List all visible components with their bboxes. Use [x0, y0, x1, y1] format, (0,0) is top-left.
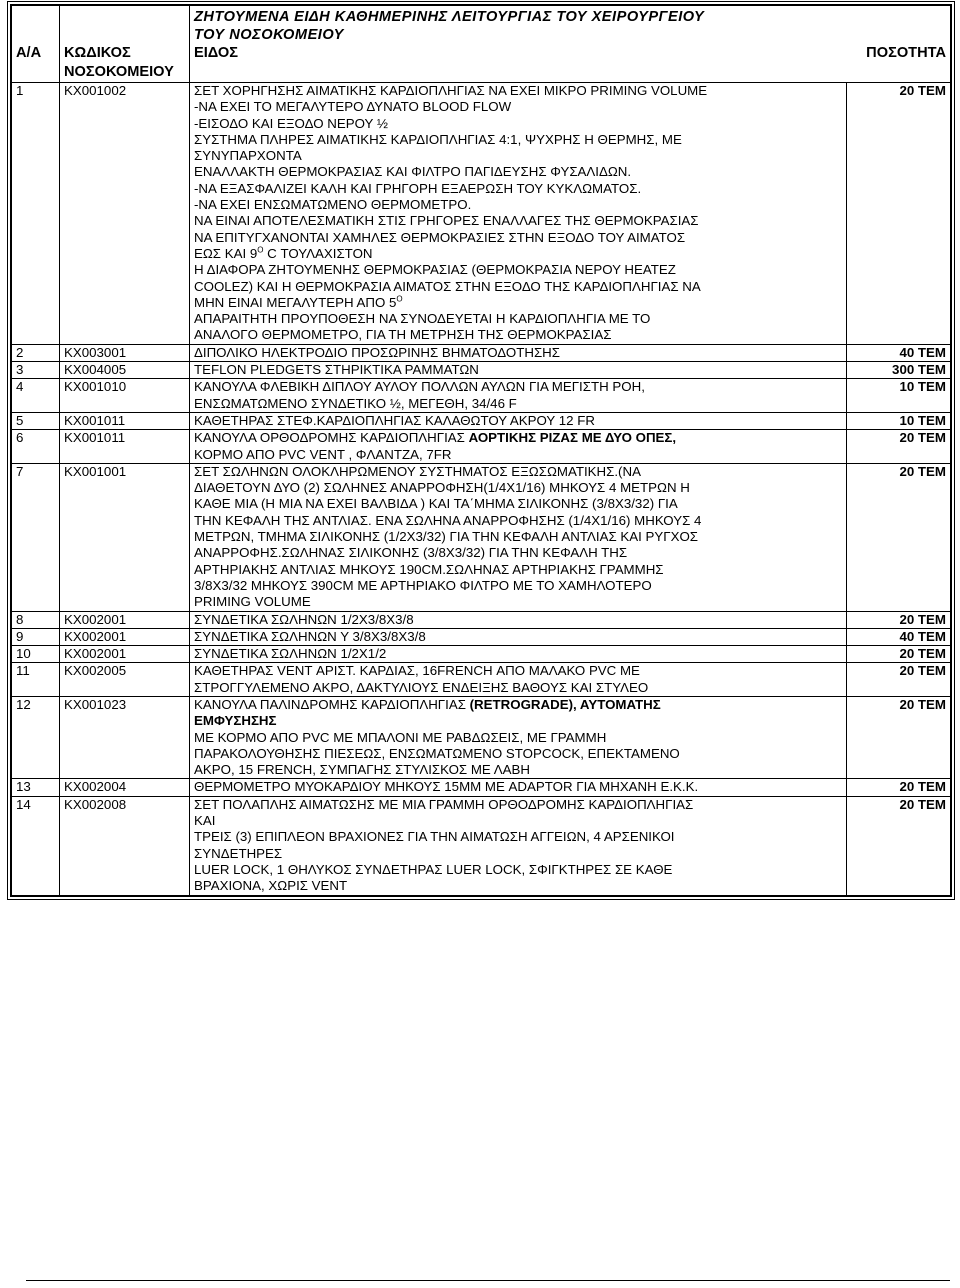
- row-quantity: 20 ΤΕΜ: [847, 430, 951, 464]
- row-quantity: 20 ΤΕΜ: [847, 779, 951, 796]
- row-description: [190, 379, 847, 413]
- description-line: ΑΡΤΗΡΙΑΚΗΣ ΑΝΤΛΙΑΣ ΜΗΚΟΥΣ 190CM.ΣΩΛΗΝΑΣ ΑΡΤΗΡΙΑΚΗΣ ΓΡΑΜΜΗΣ: [194, 561, 664, 577]
- row-number: 1: [12, 83, 60, 345]
- table-row: [12, 379, 951, 413]
- degree-superscript: Ο: [257, 245, 264, 255]
- table-row: [12, 646, 951, 663]
- description-bold-text: (RETROGRADE), ΑΥΤΟΜΑΤΗΣ: [469, 696, 661, 712]
- row-code: ΚΧ001001: [60, 463, 190, 611]
- row-code: ΚΧ001010: [60, 379, 190, 413]
- description-bold-text: ΑΟΡΤΙΚΗΣ ΡΙΖΑΣ ΜΕ ΔΥΟ ΟΠΕΣ,: [468, 430, 677, 446]
- header-qty: ΠΟΣΟΤΗΤΑ: [847, 44, 951, 83]
- table-row: [12, 663, 951, 697]
- description-line: ΤΗΝ ΚΕΦΑΛΗ ΤΗΣ ΑΝΤΛΙΑΣ. ΕΝΑ ΣΩΛΗΝΑ ΑΝΑΡΡΟΦΗΣΗΣ (1/4Χ1/16) ΜΗΚΟΥΣ 4: [194, 512, 702, 528]
- description-line: ΣΥΝΔΕΤΙΚΑ ΣΩΛΗΝΩΝ 1/2Χ1/2: [194, 646, 387, 662]
- description-line: ΣΕΤ ΠΟΛΑΠΛΗΣ ΑΙΜΑΤΩΣΗΣ ΜΕ ΜΙΑ ΓΡΑΜΜΗ ΟΡΘΟΔΡΟΜΗΣ ΚΑΡΔΙΟΠΛΗΓΙΑΣ: [194, 796, 694, 812]
- description-line: 3/8Χ3/32 ΜΗΚΟΥΣ 390CM ΜΕ ΑΡΤΗΡΙΑΚΟ ΦΙΛΤΡΟ ΜΕ ΤΟ ΧΑΜΗΛΟΤΕΡΟ: [194, 577, 652, 593]
- header-code: [60, 44, 190, 83]
- description-line: ΣΥΝΔΕΤΗΡΕΣ: [194, 845, 283, 861]
- row-description: [190, 663, 847, 697]
- description-line: ΔΙΑΘΕΤΟΥΝ ΔΥΟ (2) ΣΩΛΗΝΕΣ ΑΝΑΡΡΟΦΗΣΗ(1/4Χ1/16) ΜΗΚΟΥΣ 4 ΜΕΤΡΩΝ Η: [194, 480, 690, 496]
- row-number: 9: [12, 628, 60, 645]
- table-row: [12, 83, 951, 345]
- document-title: [190, 6, 951, 45]
- description-line: ΔΙΠΟΛΙΚΟ ΗΛΕΚΤΡΟΔΙΟ ΠΡΟΣΩΡΙΝΗΣ ΒΗΜΑΤΟΔΟΤΗΣΗΣ: [194, 344, 560, 360]
- description-line: ΒΡΑΧΙΟΝΑ, ΧΩΡΙΣ VENT: [194, 878, 348, 894]
- row-description: [190, 430, 847, 464]
- row-quantity: 20 ΤΕΜ: [847, 611, 951, 628]
- items-table: [11, 5, 951, 896]
- document-title-line1: ΖΗΤΟΥΜΕΝΑ ΕΙΔΗ ΚΑΘΗΜΕΡΙΝΗΣ ΛΕΙΤΟΥΡΓΙΑΣ ΤΟΥ ΧΕΙΡΟΥΡΓΕΙΟΥ: [194, 9, 705, 25]
- description-line: ΣΕΤ ΧΟΡΗΓΗΣΗΣ ΑΙΜΑΤΙΚΗΣ ΚΑΡΔΙΟΠΛΗΓΙΑΣ ΝΑ ΕΧΕΙ ΜΙΚΡΟ PRIMING VOLUME: [194, 83, 708, 98]
- row-description: [190, 796, 847, 895]
- description-line: ΚΑΝΟΥΛΑ ΦΛΕΒΙΚΗ ΔΙΠΛΟΥ ΑΥΛΟΥ ΠΟΛΛΩΝ ΑΥΛΩΝ ΓΙΑ ΜΕΓΙΣΤΗ ΡΟΗ,: [194, 379, 645, 395]
- row-code: ΚΧ002001: [60, 646, 190, 663]
- description-bold-line: ΕΜΦΥΣΗΣΗΣ: [194, 713, 277, 729]
- description-line: -ΝΑ ΕΧΕΙ ΤΟ ΜΕΓΑΛΥΤΕΡΟ ΔΥΝΑΤΟ BLOOD FLOW: [194, 99, 512, 115]
- title-row: [12, 6, 951, 45]
- row-quantity: 40 ΤΕΜ: [847, 628, 951, 645]
- row-description: [190, 83, 847, 345]
- header-code-line2: ΝΟΣΟΚΟΜΕΙΟΥ: [64, 64, 174, 80]
- description-line: COOLEZ) ΚΑΙ Η ΘΕΡΜΟΚΡΑΣΙΑ ΑΙΜΑΤΟΣ ΣΤΗΝ ΕΞΟΔΟ ΤΗΣ ΚΑΡΔΙΟΠΛΗΓΙΑΣ ΝΑ: [194, 278, 701, 294]
- row-number: 3: [12, 362, 60, 379]
- items-table-frame: [10, 4, 952, 897]
- row-description: [190, 611, 847, 628]
- description-line: ΑΠΑΡΑΙΤΗΤΗ ΠΡΟΥΠΟΘΕΣΗ ΝΑ ΣΥΝΟΔΕΥΕΤΑΙ Η ΚΑΡΔΙΟΠΛΗΓΙΑ ΜΕ ΤΟ: [194, 311, 651, 327]
- description-line: ΑΝΑΡΡΟΦΗΣ.ΣΩΛΗΝΑΣ ΣΙΛΙΚΟΝΗΣ (3/8Χ3/32) ΓΙΑ ΤΗΝ ΚΕΦΑΛΗ ΤΗΣ: [194, 545, 628, 561]
- row-quantity: 20 ΤΕΜ: [847, 696, 951, 778]
- row-number: 13: [12, 779, 60, 796]
- description-line: ΜΕ ΚΟΡΜΟ ΑΠΟ PVC ΜΕ ΜΠΑΛΟΝΙ ΜΕ ΡΑΒΔΩΣΕΙΣ, ΜΕ ΓΡΑΜΜΗ: [194, 729, 607, 745]
- description-line: ΚΑΙ: [194, 813, 216, 829]
- table-row: [12, 412, 951, 429]
- description-line: ΣΥΝΔΕΤΙΚΑ ΣΩΛΗΝΩΝ 1/2Χ3/8Χ3/8: [194, 611, 414, 627]
- row-code: ΚΧ002004: [60, 779, 190, 796]
- row-number: 6: [12, 430, 60, 464]
- table-row: [12, 611, 951, 628]
- row-number: 7: [12, 463, 60, 611]
- document-title-line2: ΤΟΥ ΝΟΣΟΚΟΜΕΙΟΥ: [194, 27, 344, 43]
- row-description: [190, 344, 847, 361]
- row-quantity: 20 ΤΕΜ: [847, 463, 951, 611]
- row-description: [190, 696, 847, 778]
- row-description: [190, 362, 847, 379]
- table-row: [12, 696, 951, 778]
- header-row: [12, 44, 951, 83]
- description-line: -ΕΙΣΟΔΟ ΚΑΙ ΕΞΟΔΟ ΝΕΡΟΥ ½: [194, 115, 388, 131]
- row-number: 12: [12, 696, 60, 778]
- description-text: ΚΑΝΟΥΛΑ ΠΑΛΙΝΔΡΟΜΗΣ ΚΑΡΔΙΟΠΛΗΓΙΑΣ: [194, 696, 470, 712]
- header-code-line1: ΚΩΔΙΚΟΣ: [64, 45, 131, 61]
- description-line: [194, 295, 842, 311]
- description-line: ΠΑΡΑΚΟΛΟΥΘΗΣΗΣ ΠΙΕΣΕΩΣ, ΕΝΣΩΜΑΤΩΜΕΝΟ STOPCOCK, ΕΠΕΚΤΑΜΕΝΟ: [194, 745, 680, 761]
- description-line: PRIMING VOLUME: [194, 594, 311, 610]
- row-number: 8: [12, 611, 60, 628]
- table-row: [12, 344, 951, 361]
- row-quantity: 10 ΤΕΜ: [847, 412, 951, 429]
- row-code: ΚΧ003001: [60, 344, 190, 361]
- row-number: 14: [12, 796, 60, 895]
- row-code: ΚΧ002008: [60, 796, 190, 895]
- row-quantity: 10 ΤΕΜ: [847, 379, 951, 413]
- description-line: ΚΑΘΕΤΗΡΑΣ ΣΤΕΦ.ΚΑΡΔΙΟΠΛΗΓΙΑΣ ΚΑΛΑΘΩΤΟΥ ΑΚΡΟΥ 12 FR: [194, 412, 595, 428]
- table-row: [12, 779, 951, 796]
- description-text: C ΤΟΥΛΑΧΙΣΤΟΝ: [263, 245, 373, 261]
- table-row: [12, 463, 951, 611]
- row-code: ΚΧ001023: [60, 696, 190, 778]
- table-row: [12, 628, 951, 645]
- rows-body: [12, 83, 951, 896]
- description-line: Η ΔΙΑΦΟΡΑ ΖΗΤΟΥΜΕΝΗΣ ΘΕΡΜΟΚΡΑΣΙΑΣ (ΘΕΡΜΟΚΡΑΣΙΑ ΝΕΡΟΥ HEATEZ: [194, 262, 676, 278]
- description-line: ΣΕΤ ΣΩΛΗΝΩΝ ΟΛΟΚΛΗΡΩΜΕΝΟΥ ΣΥΣΤΗΜΑΤΟΣ ΕΞΩΣΩΜΑΤΙΚΗΣ.(ΝΑ: [194, 463, 641, 479]
- description-line: ΑΝΑΛΟΓΟ ΘΕΡΜΟΜΕΤΡΟ, ΓΙΑ ΤΗ ΜΕΤΡΗΣΗ ΤΗΣ ΘΕΡΜΟΚΡΑΣΙΑΣ: [194, 327, 612, 343]
- description-line: ΘΕΡΜΟΜΕΤΡΟ ΜΥΟΚΑΡΔΙΟΥ ΜΗΚΟΥΣ 15ΜΜ ΜΕ ADAPTOR ΓΙΑ ΜΗΧΑΝΗ Ε.Κ.Κ.: [194, 779, 699, 795]
- description-line: -ΝΑ ΕΞΑΣΦΑΛΙΖΕΙ ΚΑΛΗ ΚΑΙ ΓΡΗΓΟΡΗ ΕΞΑΕΡΩΣΗ ΤΟΥ ΚΥΚΛΩΜΑΤΟΣ.: [194, 180, 642, 196]
- row-number: 5: [12, 412, 60, 429]
- table-row: [12, 430, 951, 464]
- description-line: ΤΡΕΙΣ (3) ΕΠΙΠΛΕΟΝ ΒΡΑΧΙΟΝΕΣ ΓΙΑ ΤΗΝ ΑΙΜΑΤΩΣΗ ΑΓΓΕΙΩΝ, 4 ΑΡΣΕΝΙΚΟΙ: [194, 829, 675, 845]
- description-line: LUER LOCK, 1 ΘΗΛΥΚΟΣ ΣΥΝΔΕΤΗΡΑΣ LUER LOCK, ΣΦΙΓΚΤΗΡΕΣ ΣΕ ΚΑΘΕ: [194, 861, 673, 877]
- row-code: ΚΧ002001: [60, 628, 190, 645]
- row-quantity: 20 ΤΕΜ: [847, 83, 951, 345]
- description-line: ΜΕΤΡΩΝ, ΤΜΗΜΑ ΣΙΛΙΚΟΝΗΣ (1/2Χ3/32) ΓΙΑ ΤΗΝ ΚΕΦΑΛΗ ΑΝΤΛΙΑΣ ΚΑΙ ΡΥΓΧΟΣ: [194, 529, 699, 545]
- description-line: ΕΝΣΩΜΑΤΩΜΕΝΟ ΣΥΝΔΕΤΙΚΟ ½, ΜΕΓΕΘΗ, 34/46 F: [194, 395, 517, 411]
- row-code: ΚΧ002005: [60, 663, 190, 697]
- description-text: ΜΗΝ ΕΙΝΑΙ ΜΕΓΑΛΥΤΕΡΗ ΑΠΟ 5: [194, 294, 397, 310]
- description-line: ΣΤΡΟΓΓΥΛΕΜΕΝΟ ΑΚΡΟ, ΔΑΚΤΥΛΙΟΥΣ ΕΝΔΕΙΞΗΣ ΒΑΘΟΥΣ ΚΑΙ ΣΤΥΛΕΟ: [194, 679, 649, 695]
- table-row: [12, 796, 951, 895]
- description-text: ΕΩΣ ΚΑΙ 9: [194, 245, 258, 261]
- description-line: ΕΝΑΛΛΑΚΤΗ ΘΕΡΜΟΚΡΑΣΙΑΣ ΚΑΙ ΦΙΛΤΡΟ ΠΑΓΙΔΕΥΣΗΣ ΦΥΣΑΛΙΔΩΝ.: [194, 164, 632, 180]
- row-number: 2: [12, 344, 60, 361]
- row-quantity: 20 ΤΕΜ: [847, 663, 951, 697]
- description-line: ΚΑΘΕ ΜΙΑ (Η ΜΙΑ ΝΑ ΕΧΕΙ ΒΑΛΒΙΔΑ ) ΚΑΙ ΤΑ΄ΜΗΜΑ ΣΙΛΙΚΟΝΗΣ (3/8Χ3/32) ΓΙΑ: [194, 496, 678, 512]
- description-line: [194, 697, 842, 713]
- row-description: [190, 646, 847, 663]
- description-line: ΚΟΡΜΟ ΑΠΟ PVC VENT , ΦΛΑΝΤΖΑ, 7FR: [194, 446, 452, 462]
- description-line: -ΝΑ ΕΧΕΙ ΕΝΣΩΜΑΤΩΜΕΝΟ ΘΕΡΜΟΜΕΤΡΟ.: [194, 197, 472, 213]
- description-line: ΝΑ ΕΙΝΑΙ ΑΠΟΤΕΛΕΣΜΑΤΙΚΗ ΣΤΙΣ ΓΡΗΓΟΡΕΣ ΕΝΑΛΛΑΓΕΣ ΤΗΣ ΘΕΡΜΟΚΡΑΣΙΑΣ: [194, 213, 699, 229]
- row-description: [190, 412, 847, 429]
- row-description: [190, 463, 847, 611]
- row-code: ΚΧ002001: [60, 611, 190, 628]
- description-line: [194, 246, 842, 262]
- row-code: ΚΧ004005: [60, 362, 190, 379]
- row-quantity: 300 ΤΕΜ: [847, 362, 951, 379]
- description-line: ΣΥΝΔΕΤΙΚΑ ΣΩΛΗΝΩΝ Υ 3/8Χ3/8Χ3/8: [194, 628, 426, 644]
- header-item: ΕΙΔΟΣ: [190, 44, 847, 83]
- description-line: ΣΥΝΥΠΑΡΧΟΝΤΑ: [194, 148, 302, 164]
- description-line: ΚΑΘΕΤΗΡΑΣ VENT ΑΡΙΣΤ. ΚΑΡΔΙΑΣ, 16FRENCH ΑΠΟ ΜΑΛΑΚΟ PVC ΜΕ: [194, 663, 640, 679]
- row-number: 10: [12, 646, 60, 663]
- row-quantity: 40 ΤΕΜ: [847, 344, 951, 361]
- table-row: [12, 362, 951, 379]
- row-code: ΚΧ001011: [60, 412, 190, 429]
- row-quantity: 20 ΤΕΜ: [847, 646, 951, 663]
- row-code: ΚΧ001002: [60, 83, 190, 345]
- row-number: 11: [12, 663, 60, 697]
- description-line: ΑΚΡΟ, 15 FRENCH, ΣΥΜΠΑΓΗΣ ΣΤΥΛΙΣΚΟΣ ΜΕ ΛΑΒΗ: [194, 762, 530, 778]
- row-quantity: 20 ΤΕΜ: [847, 796, 951, 895]
- description-line: ΣΥΣΤΗΜΑ ΠΛΗΡΕΣ ΑΙΜΑΤΙΚΗΣ ΚΑΡΔΙΟΠΛΗΓΙΑΣ 4:1, ΨΥΧΡΗΣ Η ΘΕΡΜΗΣ, ΜΕ: [194, 131, 682, 147]
- description-text: ΚΑΝΟΥΛΑ ΟΡΘΟΔΡΟΜΗΣ ΚΑΡΔΙΟΠΛΗΓΙΑΣ: [194, 430, 469, 446]
- description-line: [194, 430, 842, 446]
- description-line: ΝΑ ΕΠΙΤΥΓΧΑΝΟΝΤΑΙ ΧΑΜΗΛΕΣ ΘΕΡΜΟΚΡΑΣΙΕΣ ΣΤΗΝ ΕΞΟΔΟ ΤΟΥ ΑΙΜΑΤΟΣ: [194, 229, 686, 245]
- row-description: [190, 779, 847, 796]
- footer-rule: [26, 1280, 950, 1281]
- degree-superscript: Ο: [396, 294, 403, 304]
- description-line: TEFLON PLEDGETS ΣΤΗΡΙΚΤΙΚΑ ΡΑΜΜΑΤΩΝ: [194, 362, 479, 378]
- row-number: 4: [12, 379, 60, 413]
- header-aa: Α/Α: [12, 44, 60, 83]
- row-code: ΚΧ001011: [60, 430, 190, 464]
- row-description: [190, 628, 847, 645]
